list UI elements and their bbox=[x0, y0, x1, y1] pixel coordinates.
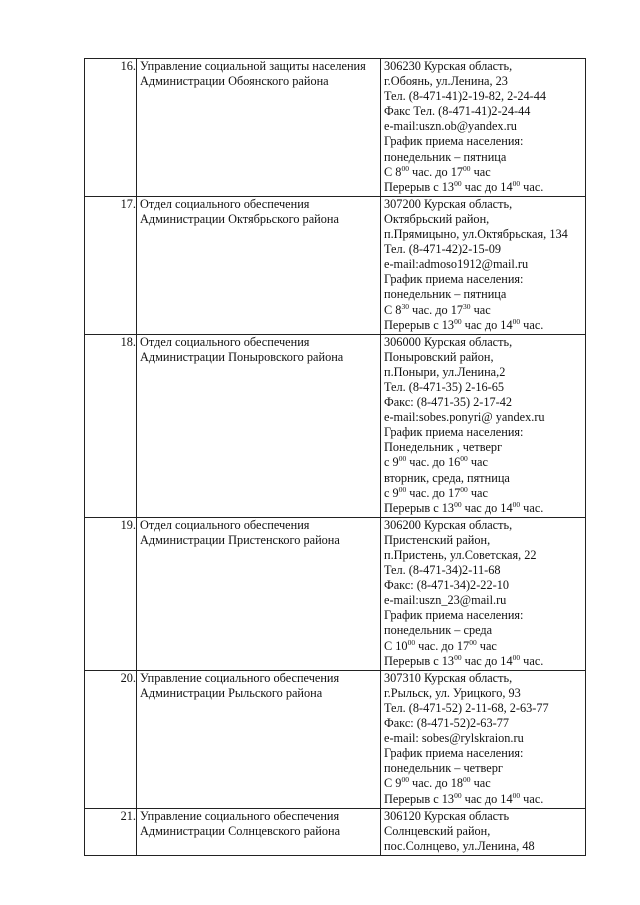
contact-line: 306230 Курская область, bbox=[384, 59, 513, 73]
time-minutes: 30 bbox=[401, 301, 409, 311]
schedule-text: Перерыв с 13 bbox=[384, 500, 455, 515]
schedule-text: час. до 17 bbox=[415, 638, 470, 653]
offices-table-body bbox=[85, 59, 586, 856]
contact-line: e-mail:sobes.ponyri@ yandex.ru bbox=[384, 410, 545, 425]
contact-line: e-mail:uszn.ob@yandex.ru bbox=[384, 119, 517, 134]
schedule-line bbox=[384, 455, 585, 470]
time-minutes: 00 bbox=[454, 790, 462, 800]
schedule-text: час bbox=[470, 776, 491, 791]
contact-info bbox=[381, 670, 586, 808]
contact-line: п.Прямицыно, ул.Октябрьская, 134 bbox=[384, 227, 568, 242]
schedule-text: час до 14 bbox=[461, 791, 513, 806]
schedule-text: час bbox=[470, 164, 491, 179]
contact-line: 306200 Курская область, bbox=[384, 517, 513, 532]
contact-line: Тел. (8-471-52) 2-11-68, 2-63-77 bbox=[384, 700, 549, 715]
schedule-text: час. bbox=[520, 791, 544, 806]
schedule-text: с 9 bbox=[384, 485, 399, 500]
contact-line: Пристенский район, bbox=[384, 532, 491, 547]
contact-line: понедельник – пятница bbox=[384, 287, 507, 302]
contact-line: 306000 Курская область, bbox=[384, 334, 513, 349]
schedule-line bbox=[384, 639, 585, 654]
time-minutes: 00 bbox=[407, 637, 416, 647]
contact-line: г.Обоянь, ул.Ленина, 23 bbox=[384, 74, 508, 89]
schedule-text: час. до 17 bbox=[408, 164, 464, 179]
schedule-text: С 8 bbox=[384, 164, 402, 179]
contact-line: понедельник – среда bbox=[384, 623, 493, 638]
contact-line: понедельник – пятница bbox=[384, 149, 507, 164]
row-number: 18. bbox=[85, 334, 137, 517]
schedule-text: Перерыв с 13 bbox=[384, 653, 455, 668]
contact-line: 307310 Курская область, bbox=[384, 670, 513, 685]
schedule-line bbox=[384, 486, 585, 501]
time-minutes: 00 bbox=[469, 637, 477, 647]
contact-line: Факс: (8-471-35) 2-17-42 bbox=[384, 395, 513, 410]
time-minutes: 00 bbox=[463, 163, 471, 173]
schedule-text: час. bbox=[520, 317, 544, 332]
schedule-text: час. до 17 bbox=[406, 485, 461, 500]
time-minutes: 00 bbox=[460, 484, 468, 494]
schedule-line bbox=[384, 471, 585, 486]
organization-name: Отдел социального обеспечения Администрации Октябрьского района bbox=[137, 196, 381, 334]
contact-info bbox=[381, 517, 586, 670]
schedule-text: вторник, среда, пятница bbox=[384, 470, 510, 485]
schedule-text: час. bbox=[520, 500, 544, 515]
contact-line: понедельник – четверг bbox=[384, 761, 503, 776]
organization-name: Отдел социального обеспечения Администрации Пристенского района bbox=[137, 517, 381, 670]
schedule-text: час. до 18 bbox=[408, 776, 464, 791]
table-row bbox=[85, 59, 586, 197]
time-minutes: 30 bbox=[463, 301, 471, 311]
time-minutes: 00 bbox=[512, 178, 521, 188]
time-minutes: 00 bbox=[463, 775, 471, 785]
contact-line: График приема населения: bbox=[384, 134, 524, 149]
schedule-text: час до 14 bbox=[461, 653, 513, 668]
schedule-line bbox=[384, 165, 585, 180]
row-number: 19. bbox=[85, 517, 137, 670]
contact-line: п.Пристень, ул.Советская, 22 bbox=[384, 548, 537, 562]
row-number: 20. bbox=[85, 670, 137, 808]
time-minutes: 00 bbox=[512, 316, 521, 326]
contact-line: г.Рыльск, ул. Урицкого, 93 bbox=[384, 685, 521, 700]
time-minutes: 00 bbox=[401, 163, 409, 173]
contact-line: Поныровский район, bbox=[384, 349, 494, 364]
schedule-text: час bbox=[470, 302, 491, 317]
schedule-text: час до 14 bbox=[461, 500, 513, 515]
contact-line: Факс: (8-471-52)2-63-77 bbox=[384, 716, 509, 731]
contact-line: e-mail:uszn_23@mail.ru bbox=[384, 593, 507, 608]
time-minutes: 00 bbox=[512, 652, 521, 662]
time-minutes: 00 bbox=[401, 775, 409, 785]
time-minutes: 00 bbox=[512, 790, 521, 800]
schedule-text: с 9 bbox=[384, 455, 399, 470]
schedule-text: час. до 16 bbox=[406, 455, 461, 470]
schedule-text: Перерыв с 13 bbox=[384, 791, 455, 806]
schedule-text: час. до 17 bbox=[408, 302, 464, 317]
schedule-text: час. bbox=[520, 179, 544, 194]
contact-line: График приема населения: bbox=[384, 746, 524, 761]
organization-name: Управление социального обеспечения Администрации Солнцевского района bbox=[137, 808, 381, 855]
time-minutes: 00 bbox=[398, 454, 407, 464]
schedule-line bbox=[384, 776, 585, 791]
time-minutes: 00 bbox=[454, 178, 462, 188]
schedule-line bbox=[384, 792, 585, 807]
schedule-text: Перерыв с 13 bbox=[384, 179, 455, 194]
contact-line: Октябрьский район, bbox=[384, 211, 490, 226]
contact-info bbox=[381, 334, 586, 517]
schedule-text: час до 14 bbox=[461, 317, 513, 332]
contact-line: График приема населения: bbox=[384, 608, 524, 623]
contact-info bbox=[381, 59, 586, 197]
schedule-line bbox=[384, 180, 585, 195]
contact-line: e-mail:admoso1912@mail.ru bbox=[384, 257, 529, 272]
schedule-text: час bbox=[467, 455, 488, 470]
time-minutes: 00 bbox=[460, 454, 468, 464]
schedule-line bbox=[384, 501, 585, 516]
schedule-text: час до 14 bbox=[461, 179, 513, 194]
organization-name: Отдел социального обеспечения Администрации Поныровского района bbox=[137, 334, 381, 517]
contact-line: e-mail: sobes@rylskraion.ru bbox=[384, 731, 524, 746]
schedule-text: час bbox=[467, 485, 488, 500]
contact-line: п.Поныри, ул.Ленина,2 bbox=[384, 364, 506, 379]
offices-table bbox=[84, 58, 586, 856]
schedule-text: С 8 bbox=[384, 302, 402, 317]
contact-line: 307200 Курская область, bbox=[384, 196, 513, 211]
contact-line: Факс Тел. (8-471-41)2-24-44 bbox=[384, 104, 531, 119]
contact-line: Понедельник , четверг bbox=[384, 440, 503, 455]
row-number: 21. bbox=[85, 808, 137, 855]
contact-line: пос.Солнцево, ул.Ленина, 48 bbox=[384, 838, 535, 853]
schedule-text: С 9 bbox=[384, 776, 402, 791]
time-minutes: 00 bbox=[454, 652, 462, 662]
organization-name: Управление социальной защиты населения Администрации Обоянского района bbox=[137, 59, 381, 197]
contact-line: Тел. (8-471-42)2-15-09 bbox=[384, 242, 501, 257]
contact-line: График приема населения: bbox=[384, 425, 524, 440]
organization-name: Управление социального обеспечения Администрации Рыльского района bbox=[137, 670, 381, 808]
contact-line: Тел. (8-471-34)2-11-68 bbox=[384, 563, 501, 578]
time-minutes: 00 bbox=[398, 484, 407, 494]
schedule-text: час. bbox=[520, 653, 544, 668]
contact-line: 306120 Курская область bbox=[384, 808, 510, 823]
table-row bbox=[85, 808, 586, 855]
time-minutes: 00 bbox=[512, 499, 521, 509]
table-row bbox=[85, 517, 586, 670]
time-minutes: 00 bbox=[454, 499, 462, 509]
contact-line: Солнцевский район, bbox=[384, 823, 491, 838]
table-row bbox=[85, 334, 586, 517]
contact-info bbox=[381, 808, 586, 855]
table-row bbox=[85, 196, 586, 334]
time-minutes: 00 bbox=[454, 316, 462, 326]
schedule-text: Перерыв с 13 bbox=[384, 317, 455, 332]
contact-line: Тел. (8-471-41)2-19-82, 2-24-44 bbox=[384, 89, 547, 104]
table-row bbox=[85, 670, 586, 808]
row-number: 17. bbox=[85, 196, 137, 334]
contact-line: График приема населения: bbox=[384, 272, 524, 287]
contact-info bbox=[381, 196, 586, 334]
schedule-line bbox=[384, 654, 585, 669]
schedule-line bbox=[384, 318, 585, 333]
contact-line: Факс: (8-471-34)2-22-10 bbox=[384, 578, 509, 593]
schedule-line bbox=[384, 303, 585, 318]
schedule-text: С 10 bbox=[384, 638, 408, 653]
contact-line: Тел. (8-471-35) 2-16-65 bbox=[384, 379, 505, 394]
row-number: 16. bbox=[85, 59, 137, 197]
schedule-text: час bbox=[476, 638, 497, 653]
